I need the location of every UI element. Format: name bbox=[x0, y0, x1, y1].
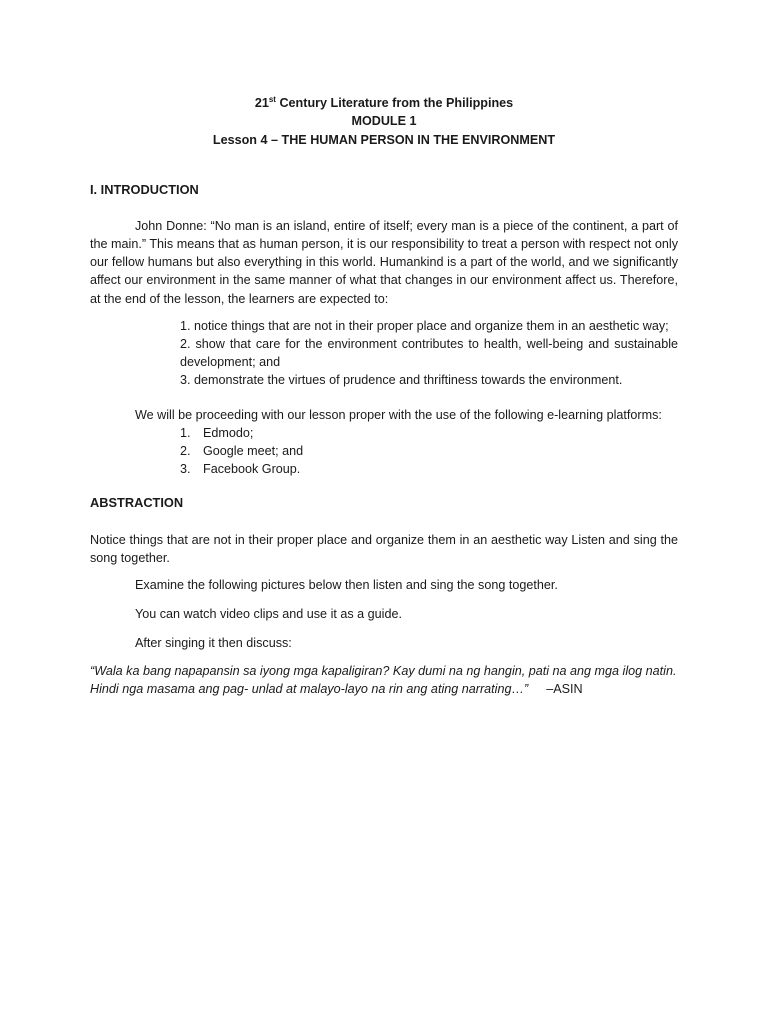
list-item: 1. Edmodo; bbox=[180, 426, 254, 440]
objectives-list bbox=[180, 317, 678, 390]
instruction-line: After singing it then discuss: bbox=[135, 636, 292, 650]
objective-item: 3. demonstrate the virtues of prudence and thriftiness towards the environment. bbox=[180, 373, 623, 388]
quote-author: –ASIN bbox=[546, 682, 583, 697]
abstraction-heading: ABSTRACTION bbox=[90, 495, 184, 510]
platforms-intro: We will be proceeding with our lesson proper with the use of the following e-learning platforms: bbox=[135, 408, 662, 422]
song-quote bbox=[90, 662, 690, 698]
lesson-title: Lesson 4 – THE HUMAN PERSON IN THE ENVIRONMENT bbox=[212, 132, 556, 147]
course-title: 21st Century Literature from the Philippines bbox=[254, 94, 514, 110]
objective-item: 1. notice things that are not in their proper place and organize them in an aesthetic way; bbox=[180, 319, 669, 333]
introduction-paragraph: John Donne: “No man is an island, entire of itself; every man is a piece of the continent, a part of the main.” This means that as human person, it is our responsibility to treat a person with respect not only our fellow humans but also everything in this world. Humankind is a part of the world, and we significantly affect our environment in the same manner of what that changes in our environment affect us. Therefore, at the end of the lesson, the learners are expected to: bbox=[90, 219, 678, 306]
list-item: 3. Facebook Group. bbox=[180, 462, 301, 477]
instruction-line: Examine the following pictures below then listen and sing the song together. bbox=[135, 578, 558, 592]
module-title: MODULE 1 bbox=[351, 114, 417, 129]
instruction-line: You can watch video clips and use it as a guide. bbox=[135, 607, 402, 621]
document-header bbox=[0, 94, 768, 149]
platforms-list bbox=[180, 424, 303, 478]
list-item: 2. Google meet; and bbox=[180, 444, 304, 459]
introduction-heading: I. INTRODUCTION bbox=[90, 182, 199, 197]
quote-line: Hindi nga masama ang pag- unlad at malayo-layo na rin ang ating narrating…” bbox=[90, 682, 529, 697]
objective-item: 2. show that care for the environment contributes to health, well-being and sustainable development; and bbox=[180, 337, 678, 370]
abstraction-paragraph: Notice things that are not in their proper place and organize them in an aesthetic way Listen and sing the song together. bbox=[90, 533, 678, 566]
quote-line: “Wala ka bang napapansin sa iyong mga kapaligiran? Kay dumi na ng hangin, pati na ang mga ilog natin. bbox=[90, 664, 677, 678]
